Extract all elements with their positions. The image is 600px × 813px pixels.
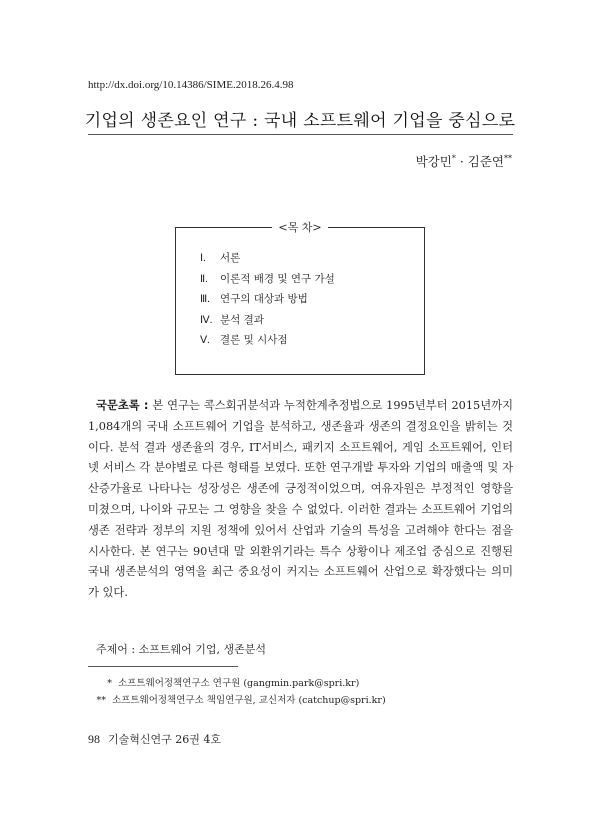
paper-title: 기업의 생존요인 연구 : 국내 소프트웨어 기업을 중심으로 bbox=[84, 111, 516, 131]
page-number: 98 bbox=[88, 732, 100, 746]
author-mark-1: * bbox=[451, 153, 456, 163]
keywords: 주제어 : 소프트웨어 기업, 생존분석 bbox=[96, 643, 266, 656]
author-line bbox=[416, 152, 512, 170]
toc-item: Ⅳ. 분석 결과 bbox=[200, 313, 264, 326]
abstract-text: 본 연구는 콕스회귀분석과 누적한계추정법으로 1995년부터 2015년까지 1,084개의 국내 소프트웨어 기업을 분석하고, 생존율과 생존의 결정요인을 밝히는 것이다. 분석 결과 생존율의 경우, IT서비스, 패키지 소프트웨어, 게임 소프트웨어, 인터넷 서비스 각 분야별로 다른 형태를 보였다. 또한 연구개발 투자와 기업의 매출액 및 자산증가율로 나타나는 성장성은 생존에 긍정적이었으며, 여유자원은 부정적인 영향을 미쳤으며, 나이와 규모는 그 영향을 찾을 수 없었다. 이러한 결과는 소프트웨어 기업의 생존 전략과 정부의 지원 정책에 있어서 산업과 기술의 특성을 고려해야 한다는 점을 시사한다. 본 연구는 90년대 말 외환위기라는 특수 상황이나 제조업 중심으로 진행된 국내 생존분석의 영역을 최근 중요성이 커지는 소프트웨어 산업으로 확장했다는 의미가 있다. bbox=[88, 399, 513, 600]
toc-item: Ⅱ. 이론적 배경 및 연구 가설 bbox=[200, 272, 335, 285]
doi-link[interactable]: http://dx.doi.org/10.14386/SIME.2018.26.4.98 bbox=[88, 79, 294, 91]
author-name-1: 박강민 bbox=[415, 154, 452, 169]
author-mark-2: ** bbox=[504, 153, 512, 163]
author-separator: · bbox=[455, 154, 468, 169]
footnote-1: * 소프트웨어정책연구소 연구원 (gangmin.park@spri.kr) bbox=[107, 678, 360, 689]
title-divider bbox=[88, 134, 513, 135]
journal-info: 기술혁신연구 26권 4호 bbox=[108, 733, 221, 746]
abstract-label: 국문초록 : bbox=[96, 399, 149, 412]
author-name-2: 김준연 bbox=[467, 154, 504, 169]
toc-list bbox=[200, 251, 335, 354]
footnote-2: ** 소프트웨어정책연구소 책임연구원, 교신저자 (catchup@spri.kr) bbox=[96, 695, 386, 706]
toc-item: Ⅲ. 연구의 대상과 방법 bbox=[200, 293, 308, 305]
toc-title: <목 차> bbox=[0, 219, 600, 235]
page-footer bbox=[88, 731, 221, 747]
toc-item: Ⅰ. 서론 bbox=[200, 252, 241, 264]
footnote-divider bbox=[88, 666, 238, 667]
toc-item: Ⅴ. 결론 및 시사점 bbox=[200, 334, 288, 346]
abstract bbox=[88, 396, 513, 604]
